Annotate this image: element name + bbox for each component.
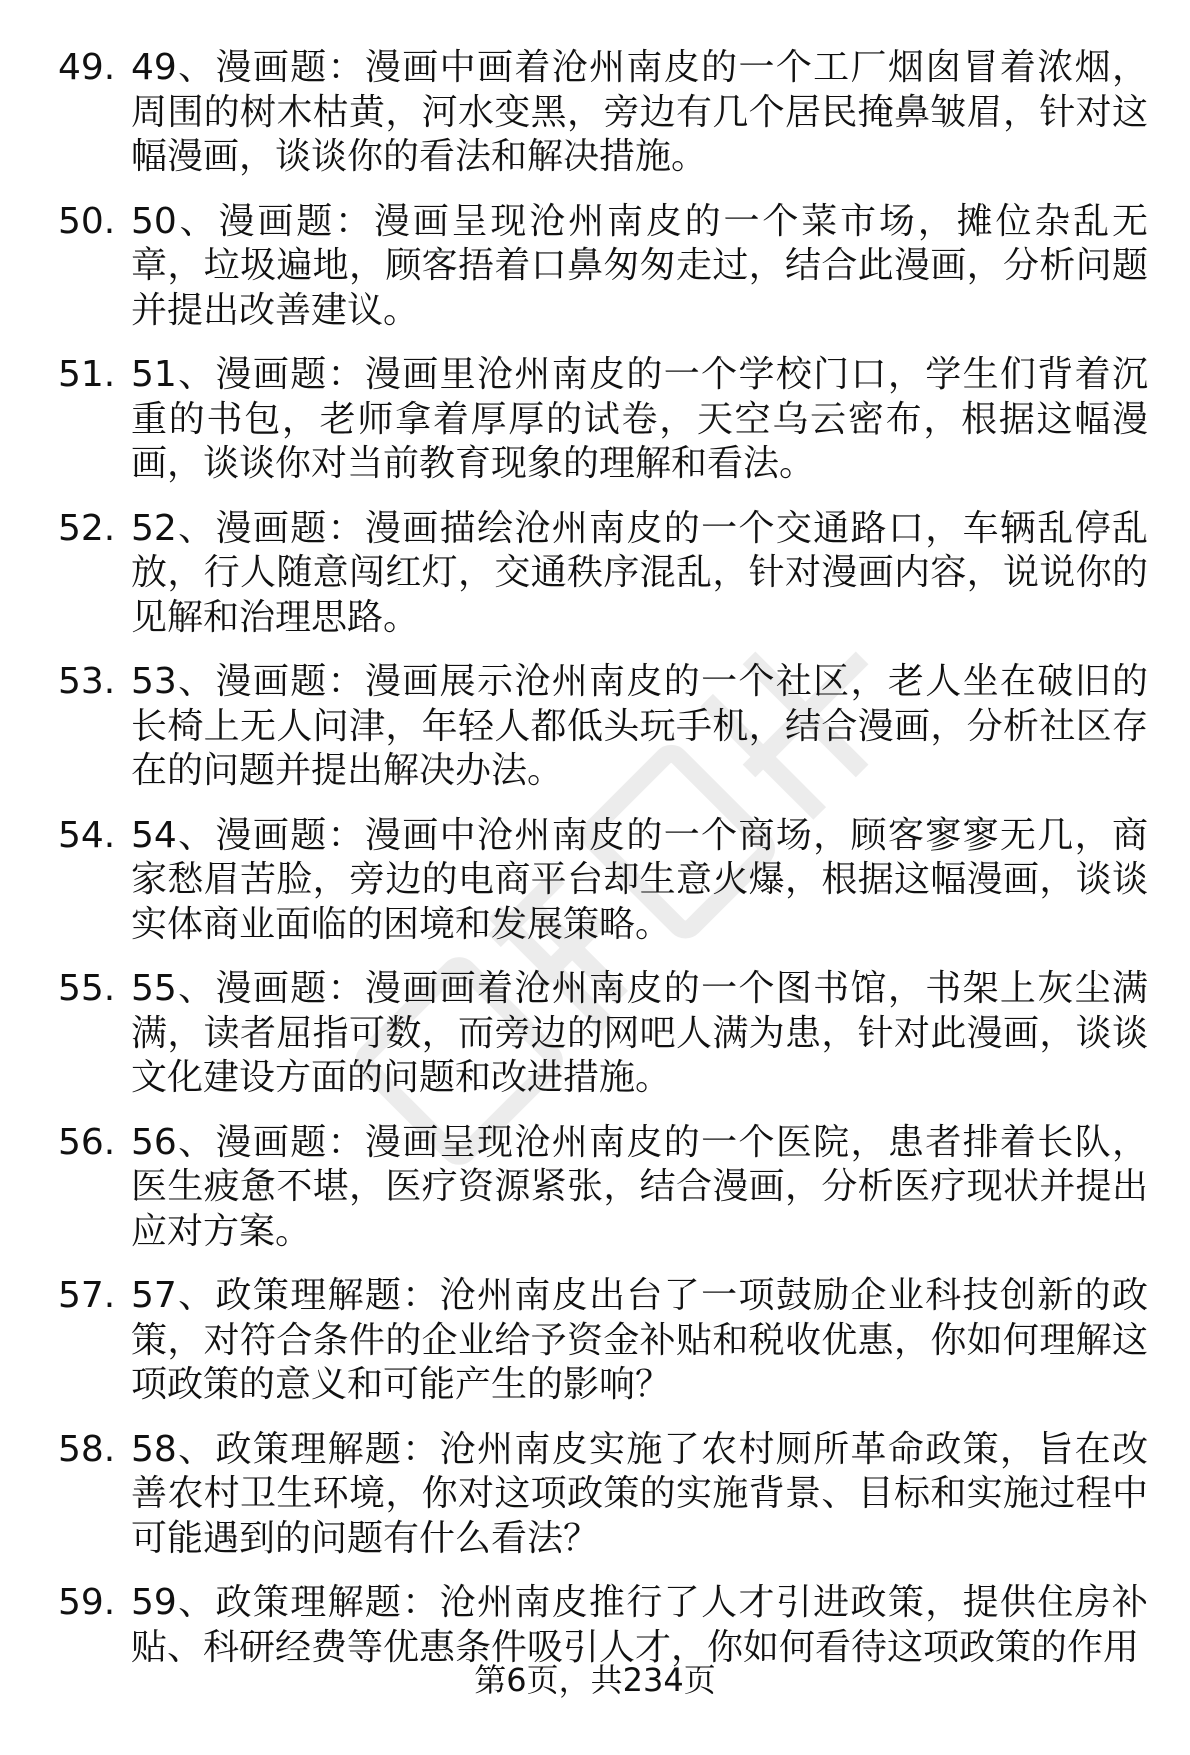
question-item	[58, 814, 1148, 948]
question-number: 57.	[58, 1275, 116, 1316]
question-text: 50、漫画题：漫画呈现沧州南皮的一个菜市场，摊位杂乱无章，垃圾遍地，顾客捂着口鼻匆匆走过，结合此漫画，分析问题并提出改善建议。	[131, 200, 1148, 331]
question-item	[58, 967, 1148, 1101]
question-item	[58, 660, 1148, 794]
question-number: 56.	[58, 1121, 116, 1163]
question-text: 59、政策理解题：沧州南皮推行了人才引进政策，提供住房补贴、科研经费等优惠条件吸引人才，你如何看待这项政策的作用	[131, 1582, 1148, 1668]
question-number: 52.	[58, 507, 116, 549]
question-number: 53.	[58, 661, 116, 702]
question-text: 53、漫画题：漫画展示沧州南皮的一个社区，老人坐在破旧的长椅上无人问津，年轻人都低头玩手机，结合漫画，分析社区存在的问题并提出解决办法。	[131, 661, 1148, 791]
question-number: 49.	[58, 47, 116, 88]
question-item	[58, 1274, 1148, 1408]
question-text: 52、漫画题：漫画描绘沧州南皮的一个交通路口，车辆乱停乱放，行人随意闯红灯，交通秩序混乱，针对漫画内容，说说你的见解和治理思路。	[131, 507, 1148, 638]
question-text: 56、漫画题：漫画呈现沧州南皮的一个医院，患者排着长队，医生疲惫不堪，医疗资源紧张，结合漫画，分析医疗现状并提出应对方案。	[131, 1121, 1148, 1252]
question-text: 54、漫画题：漫画中沧州南皮的一个商场，顾客寥寥无几，商家愁眉苦脸，旁边的电商平台却生意火爆，根据这幅漫画，谈谈实体商业面临的困境和发展策略。	[131, 814, 1148, 945]
question-number: 54.	[58, 814, 116, 856]
question-number: 50.	[58, 200, 116, 242]
question-text: 49、漫画题：漫画中画着沧州南皮的一个工厂烟囱冒着浓烟，周围的树木枯黄，河水变黑，旁边有几个居民掩鼻皱眉，针对这幅漫画，谈谈你的看法和解决措施。	[131, 47, 1148, 177]
question-list	[58, 46, 1148, 1690]
page-number-footer: 第6页，共234页	[474, 1661, 716, 1699]
question-item	[58, 507, 1148, 641]
question-item	[58, 353, 1148, 487]
question-item	[58, 46, 1148, 180]
question-number: 51.	[58, 354, 116, 395]
question-number: 58.	[58, 1428, 116, 1470]
question-item	[58, 1121, 1148, 1255]
question-item	[58, 200, 1148, 334]
question-text: 51、漫画题：漫画里沧州南皮的一个学校门口，学生们背着沉重的书包，老师拿着厚厚的试卷，天空乌云密布，根据这幅漫画，谈谈你对当前教育现象的理解和看法。	[131, 354, 1148, 484]
question-item	[58, 1581, 1148, 1670]
question-number: 55.	[58, 968, 116, 1009]
question-item	[58, 1428, 1148, 1562]
question-text: 57、政策理解题：沧州南皮出台了一项鼓励企业科技创新的政策，对符合条件的企业给予资金补贴和税收优惠，你如何理解这项政策的意义和可能产生的影响？	[131, 1275, 1148, 1405]
question-text: 55、漫画题：漫画画着沧州南皮的一个图书馆，书架上灰尘满满，读者屈指可数，而旁边的网吧人满为患，针对此漫画，谈谈文化建设方面的问题和改进措施。	[131, 968, 1148, 1098]
question-text: 58、政策理解题：沧州南皮实施了农村厕所革命政策，旨在改善农村卫生环境，你对这项政策的实施背景、目标和实施过程中可能遇到的问题有什么看法？	[131, 1428, 1148, 1559]
question-number: 59.	[58, 1582, 116, 1623]
